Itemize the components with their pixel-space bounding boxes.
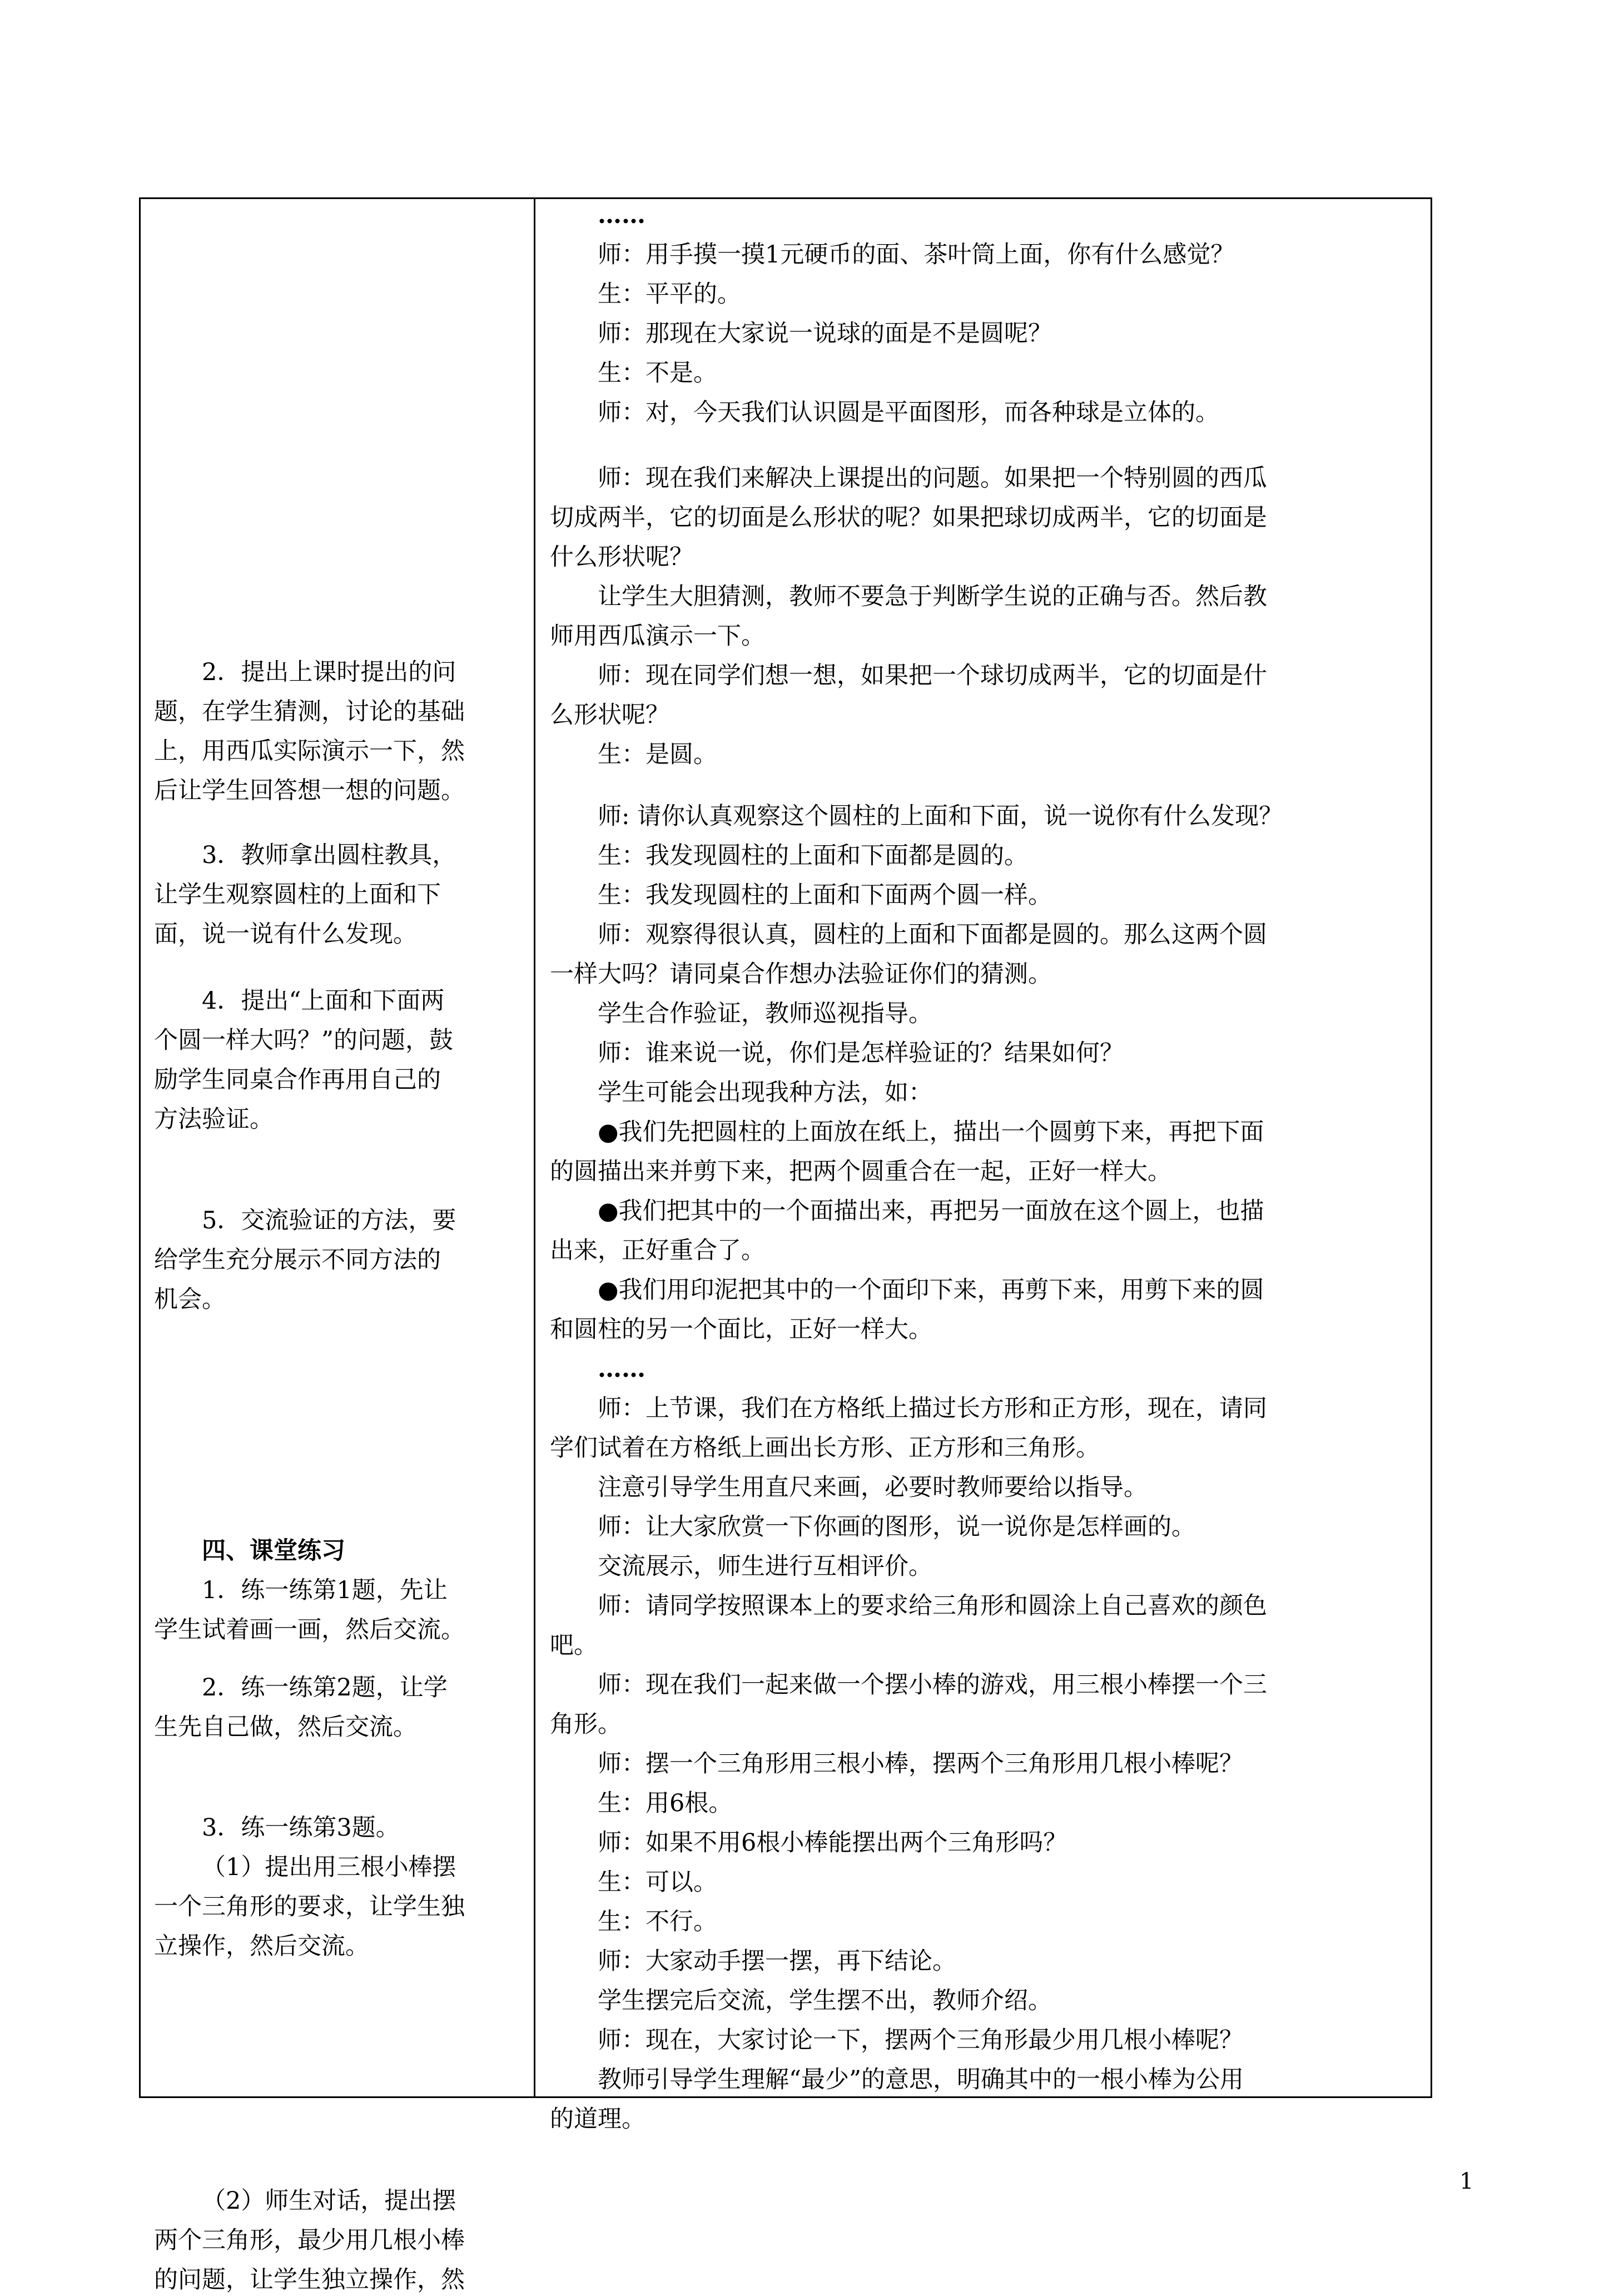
page-number: 1: [1459, 2169, 1474, 2194]
right-line: 师：大家动手摆一摆，再下结论。: [598, 1947, 956, 1975]
left-line: 给学生充分展示不同方法的: [154, 1246, 441, 1274]
left-line: 面，说一说有什么发现。: [154, 920, 417, 948]
right-line: 师：请同学按照课本上的要求给三角形和圆涂上自己喜欢的颜色: [598, 1592, 1267, 1620]
right-line: 生：用6根。: [598, 1789, 733, 1817]
right-line: 一样大吗？请同桌合作想办法验证你们的猜测。: [550, 960, 1052, 988]
left-line: 4．提出“上面和下面两: [202, 987, 445, 1015]
left-line: 让学生观察圆柱的上面和下: [154, 881, 441, 909]
right-line: 师用西瓜演示一下。: [550, 622, 765, 650]
left-line: 2．提出上课时提出的问: [202, 658, 456, 686]
right-line: 生：不行。: [598, 1908, 717, 1936]
right-line: 生：可以。: [598, 1868, 717, 1896]
left-line: （1）提出用三根小棒摆: [202, 1853, 456, 1881]
left-line: 1．练一练第1题，先让: [202, 1576, 448, 1604]
ellipsis: ……: [598, 201, 645, 229]
left-line: 机会。: [154, 1286, 226, 1313]
right-line: 师：现在我们来解决上课提出的问题。如果把一个特别圆的西瓜: [598, 464, 1267, 492]
right-line: 注意引导学生用直尺来画，必要时教师要给以指导。: [598, 1474, 1148, 1501]
dialogue-column: [535, 199, 1432, 2133]
left-line: 后让学生回答想一想的问题。: [154, 777, 465, 805]
right-line: 师：现在，大家讨论一下，摆两个三角形最少用几根小棒呢？: [598, 2026, 1243, 2054]
left-line: 两个三角形，最少用几根小棒: [154, 2226, 465, 2254]
left-line: 个圆一样大吗？”的问题，鼓: [154, 1026, 453, 1054]
right-line: 让学生大胆猜测，教师不要急于判断学生说的正确与否。然后教: [598, 583, 1267, 611]
right-line: 师：现在同学们想一想，如果把一个球切成两半，它的切面是什: [598, 662, 1267, 690]
right-line: 师：现在我们一起来做一个摆小棒的游戏，用三根小棒摆一个三: [598, 1671, 1267, 1699]
right-line: 师：摆一个三角形用三根小棒，摆两个三角形用几根小棒呢？: [598, 1750, 1243, 1778]
right-line: ●我们用印泥把其中的一个面印下来，再剪下来，用剪下来的圆: [598, 1276, 1264, 1304]
right-line: ●我们先把圆柱的上面放在纸上，描出一个圆剪下来，再把下面: [598, 1118, 1264, 1146]
ellipsis: ……: [598, 1355, 645, 1383]
right-line: 师：用手摸一摸1元硬币的面、茶叶筒上面，你有什么感觉？: [598, 241, 1235, 269]
right-line: 生：是圆。: [598, 741, 717, 768]
right-line: 么形状呢？: [550, 701, 669, 729]
left-line: 3．练一练第3题。: [202, 1814, 400, 1842]
right-line: 教师引导学生理解“最少”的意思，明确其中的一根小棒为公用: [598, 2066, 1244, 2094]
teaching-notes-column: [141, 199, 534, 2294]
left-line: 题，在学生猜测，讨论的基础: [154, 698, 465, 726]
section-heading: 四、课堂练习: [202, 1537, 345, 1565]
right-line: 生：我发现圆柱的上面和下面两个圆一样。: [598, 881, 1052, 909]
right-line: 学们试着在方格纸上画出长方形、正方形和三角形。: [550, 1434, 1100, 1462]
left-line: 2．练一练第2题，让学: [202, 1674, 448, 1702]
right-line: 切成两半，它的切面是么形状的呢？如果把球切成两半，它的切面是: [550, 504, 1267, 532]
right-line: ●我们把其中的一个面描出来，再把另一面放在这个圆上，也描: [598, 1197, 1264, 1225]
right-line: 师：对，今天我们认识圆是平面图形，而各种球是立体的。: [598, 399, 1219, 427]
right-line: 学生可能会出现我种方法，如：: [598, 1079, 932, 1107]
left-line: 5．交流验证的方法，要: [202, 1207, 456, 1234]
right-line: 交流展示，师生进行互相评价。: [598, 1553, 932, 1580]
right-line: 生：不是。: [598, 359, 717, 387]
right-line: 的道理。: [550, 2105, 645, 2133]
left-line: 方法验证。: [154, 1105, 274, 1133]
right-line: 什么形状呢？: [550, 543, 693, 571]
left-line: 立操作，然后交流。: [154, 1932, 369, 1960]
right-line: 师：谁来说一说，你们是怎样验证的？结果如何？: [598, 1039, 1124, 1067]
left-line: 3．教师拿出圆柱教具，: [202, 841, 456, 869]
left-line: （2）师生对话，提出摆: [202, 2187, 456, 2215]
right-line: 师：如果不用6根小棒能摆出两个三角形吗？: [598, 1829, 1067, 1857]
right-line: 出来，正好重合了。: [550, 1237, 765, 1264]
right-line: 师: 请你认真观察这个圆柱的上面和下面，说一说你有什么发现？: [598, 802, 1283, 830]
right-line: 学生合作验证，教师巡视指导。: [598, 1000, 932, 1028]
left-line: 生先自己做，然后交流。: [154, 1713, 417, 1741]
left-line: 的问题，让学生独立操作，然: [154, 2266, 465, 2294]
right-line: 的圆描出来并剪下来，把两个圆重合在一起，正好一样大。: [550, 1158, 1171, 1186]
lesson-plan-table: [139, 197, 1432, 2294]
right-line: 和圆柱的另一个面比，正好一样大。: [550, 1316, 932, 1343]
right-line: 生：平平的。: [598, 280, 741, 308]
right-line: 角形。: [550, 1710, 622, 1738]
left-line: 一个三角形的要求，让学生独: [154, 1893, 465, 1921]
left-line: 学生试着画一画，然后交流。: [154, 1616, 465, 1644]
right-line: 师：观察得很认真，圆柱的上面和下面都是圆的。那么这两个圆: [598, 921, 1267, 949]
right-line: 师：上节课，我们在方格纸上描过长方形和正方形，现在，请同: [598, 1395, 1267, 1422]
right-line: 学生摆完后交流，学生摆不出，教师介绍。: [598, 1987, 1052, 2015]
right-line: 吧。: [550, 1632, 598, 1659]
left-line: 上，用西瓜实际演示一下，然: [154, 737, 465, 765]
right-line: 师：让大家欣赏一下你画的图形，说一说你是怎样画的。: [598, 1513, 1195, 1541]
right-line: 生：我发现圆柱的上面和下面都是圆的。: [598, 842, 1028, 870]
right-line: 师：那现在大家说一说球的面是不是圆呢？: [598, 320, 1052, 348]
left-line: 励学生同桌合作再用自己的: [154, 1066, 441, 1094]
